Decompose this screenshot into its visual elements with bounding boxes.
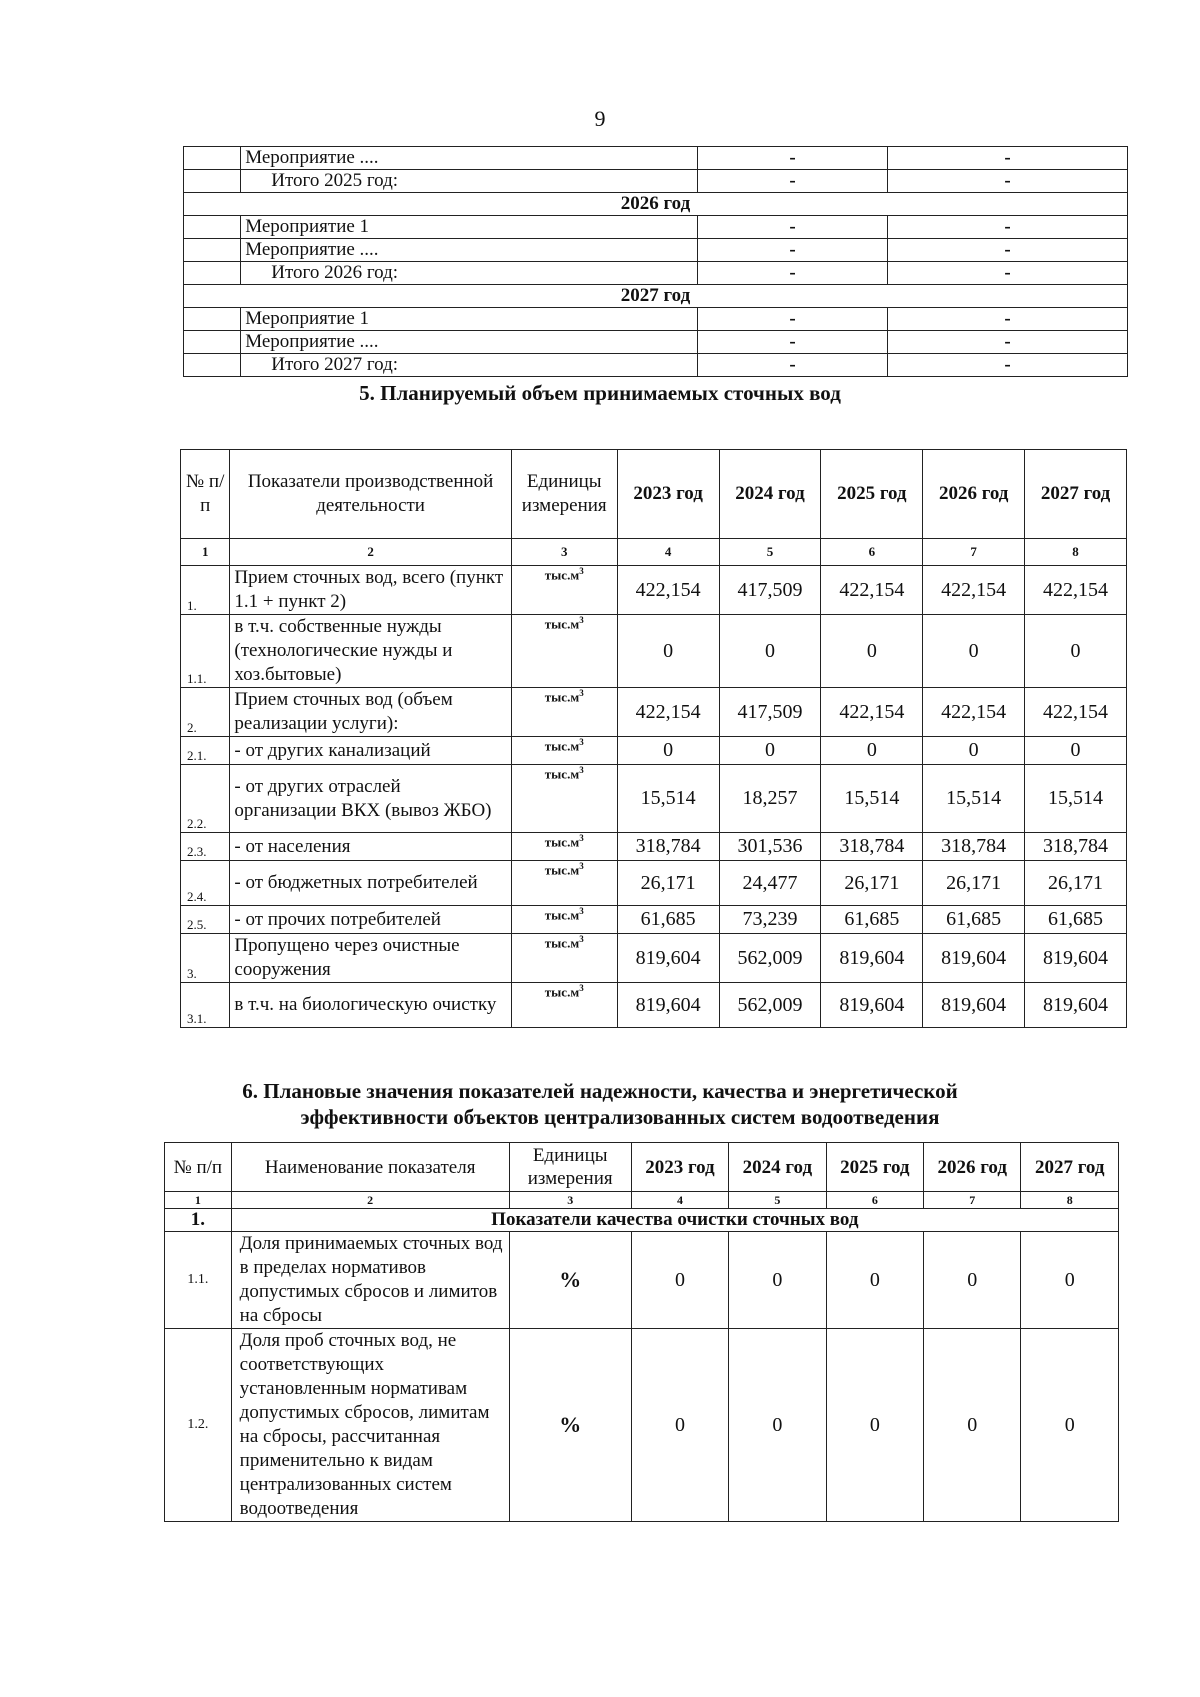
group-header-row (165, 1209, 1119, 1232)
column-index-row (181, 539, 1127, 566)
row-value: - (887, 170, 1127, 193)
table-row (184, 354, 1128, 377)
unit-label: тыс.м (544, 738, 580, 754)
row-value: 61,685 (923, 906, 1025, 934)
row-number: 1.1. (181, 615, 230, 688)
row-value: 417,509 (719, 688, 821, 737)
row-unit: % (509, 1329, 631, 1522)
section-5-title: 5. Планируемый объем принимаемых сточных вод (359, 381, 841, 405)
wastewater-volume-table (180, 449, 1127, 1028)
wastewater-volume-table-body (181, 539, 1127, 1028)
table-row (181, 861, 1127, 906)
row-value: 0 (631, 1329, 728, 1522)
row-value: 0 (923, 737, 1025, 765)
row-value: 0 (924, 1232, 1021, 1329)
unit-exponent: 3 (579, 833, 584, 843)
row-value: 562,009 (719, 983, 821, 1028)
row-name: Итого 2026 год: (241, 262, 698, 285)
row-number: 1.1. (165, 1232, 232, 1329)
row-value: - (698, 262, 888, 285)
row-name: - от других отраслей организации ВКХ (вывоз ЖБО) (230, 765, 511, 833)
group-label: Показатели качества очистки сточных вод (231, 1209, 1118, 1232)
row-value: 15,514 (821, 765, 923, 833)
row-number: 1.2. (165, 1329, 232, 1522)
quality-indicators-table-body (165, 1192, 1119, 1522)
row-value: 0 (729, 1232, 826, 1329)
row-value: 819,604 (821, 983, 923, 1028)
row-name: в т.ч. собственные нужды (технологические нужды и хоз.бытовые) (230, 615, 511, 688)
row-unit (511, 615, 617, 688)
row-value: - (887, 147, 1127, 170)
row-value: 318,784 (923, 833, 1025, 861)
row-value: 819,604 (821, 934, 923, 983)
row-value: 422,154 (1025, 688, 1127, 737)
unit-exponent: 3 (579, 737, 584, 747)
unit-exponent: 3 (579, 861, 584, 871)
row-value: 318,784 (821, 833, 923, 861)
column-index: 2 (230, 539, 511, 566)
row-value: 562,009 (719, 934, 821, 983)
row-value: 819,604 (1025, 983, 1127, 1028)
table-row (184, 147, 1128, 170)
section-6-title-line-1: 6. Плановые значения показателей надежности, качества и энергетической (242, 1079, 958, 1103)
year-header-row (184, 285, 1128, 308)
year-header-row (184, 193, 1128, 216)
row-value: 819,604 (1025, 934, 1127, 983)
unit-exponent: 3 (579, 983, 584, 993)
unit-label: тыс.м (544, 834, 580, 850)
row-unit: % (509, 1232, 631, 1329)
row-value: 0 (1025, 737, 1127, 765)
row-unit (511, 566, 617, 615)
header-2027: 2027 год (1021, 1143, 1119, 1192)
row-unit (511, 983, 617, 1028)
row-value: 318,784 (617, 833, 719, 861)
table-header-row (165, 1143, 1119, 1192)
row-value: 0 (1021, 1329, 1119, 1522)
row-number-cell (184, 216, 241, 239)
header-2024: 2024 год (719, 450, 821, 539)
unit-label: тыс.м (544, 689, 580, 705)
table-row (181, 566, 1127, 615)
row-value: 422,154 (617, 688, 719, 737)
row-value: 422,154 (821, 566, 923, 615)
row-name: - от других канализаций (230, 737, 511, 765)
row-name: Итого 2025 год: (241, 170, 698, 193)
row-unit (511, 934, 617, 983)
header-num: № п/п (165, 1143, 232, 1192)
column-index-row (165, 1192, 1119, 1209)
table-row (181, 983, 1127, 1028)
table-row (181, 688, 1127, 737)
header-2023: 2023 год (631, 1143, 728, 1192)
row-value: 73,239 (719, 906, 821, 934)
row-value: - (698, 308, 888, 331)
row-value: 0 (924, 1329, 1021, 1522)
row-value: 15,514 (1025, 765, 1127, 833)
row-unit (511, 737, 617, 765)
table-row (181, 906, 1127, 934)
header-2026: 2026 год (923, 450, 1025, 539)
row-value: 61,685 (617, 906, 719, 934)
table-row (165, 1329, 1119, 1522)
row-unit (511, 688, 617, 737)
row-value: - (698, 147, 888, 170)
row-value: 0 (826, 1329, 923, 1522)
row-number: 1. (181, 566, 230, 615)
row-value: - (887, 308, 1127, 331)
column-index: 3 (511, 539, 617, 566)
row-value: 422,154 (923, 688, 1025, 737)
column-index: 7 (923, 539, 1025, 566)
row-value: - (887, 239, 1127, 262)
row-value: 0 (631, 1232, 728, 1329)
row-value: 26,171 (821, 861, 923, 906)
row-value: 0 (1021, 1232, 1119, 1329)
row-value: 0 (821, 737, 923, 765)
row-value: 18,257 (719, 765, 821, 833)
row-value: 0 (1025, 615, 1127, 688)
table-row (184, 308, 1128, 331)
table-row (184, 216, 1128, 239)
row-value: 819,604 (923, 934, 1025, 983)
unit-label: тыс.м (544, 616, 580, 632)
header-name: Показатели производственной деятельности (230, 450, 511, 539)
row-name: в т.ч. на биологическую очистку (230, 983, 511, 1028)
row-unit (511, 765, 617, 833)
table-header-row (181, 450, 1127, 539)
row-name: Мероприятие .... (241, 147, 698, 170)
row-unit (511, 906, 617, 934)
header-unit: Единицы измерения (509, 1143, 631, 1192)
header-name: Наименование показателя (231, 1143, 509, 1192)
row-value: 819,604 (617, 983, 719, 1028)
unit-label: тыс.м (544, 862, 580, 878)
events-table-body (184, 147, 1128, 377)
row-value: 0 (821, 615, 923, 688)
row-value: 422,154 (617, 566, 719, 615)
unit-exponent: 3 (579, 688, 584, 698)
unit-exponent: 3 (579, 566, 584, 576)
row-value: 26,171 (1025, 861, 1127, 906)
unit-label: тыс.м (544, 935, 580, 951)
row-value: 819,604 (923, 983, 1025, 1028)
row-name: Доля принимаемых сточных вод в пределах нормативов допустимых сбросов и лимитов на сбросы (231, 1232, 509, 1329)
row-value: 24,477 (719, 861, 821, 906)
row-number: 2.1. (181, 737, 230, 765)
unit-label: тыс.м (544, 567, 580, 583)
row-number: 2.4. (181, 861, 230, 906)
unit-label: тыс.м (544, 907, 580, 923)
header-2025: 2025 год (821, 450, 923, 539)
row-value: 15,514 (617, 765, 719, 833)
row-number-cell (184, 147, 241, 170)
row-number: 2.3. (181, 833, 230, 861)
row-value: 61,685 (821, 906, 923, 934)
row-value: - (698, 216, 888, 239)
row-unit (511, 861, 617, 906)
column-index: 7 (924, 1192, 1021, 1209)
row-value: 61,685 (1025, 906, 1127, 934)
column-index: 8 (1025, 539, 1127, 566)
table-row (181, 765, 1127, 833)
column-index: 8 (1021, 1192, 1119, 1209)
row-name: Мероприятие 1 (241, 308, 698, 331)
column-index: 2 (231, 1192, 509, 1209)
row-value: - (698, 170, 888, 193)
row-number: 3.1. (181, 983, 230, 1028)
row-value: 0 (617, 737, 719, 765)
column-index: 4 (617, 539, 719, 566)
row-value: 0 (729, 1329, 826, 1522)
unit-exponent: 3 (579, 906, 584, 916)
page-number: 9 (594, 106, 606, 131)
row-value: 26,171 (617, 861, 719, 906)
row-name: Мероприятие .... (241, 331, 698, 354)
column-index: 6 (821, 539, 923, 566)
column-index: 1 (181, 539, 230, 566)
row-number: 2.2. (181, 765, 230, 833)
row-value: 0 (617, 615, 719, 688)
quality-indicators-table (164, 1142, 1119, 1522)
header-num: № п/п (181, 450, 230, 539)
row-value: 26,171 (923, 861, 1025, 906)
table-row (184, 170, 1128, 193)
year-label: 2027 год (184, 285, 1128, 308)
row-value: 417,509 (719, 566, 821, 615)
group-number: 1. (165, 1209, 232, 1232)
table-row (181, 833, 1127, 861)
column-index: 1 (165, 1192, 232, 1209)
header-2025: 2025 год (826, 1143, 923, 1192)
column-index: 5 (719, 539, 821, 566)
row-value: 422,154 (1025, 566, 1127, 615)
year-label: 2026 год (184, 193, 1128, 216)
row-name: - от бюджетных потребителей (230, 861, 511, 906)
table-row (184, 331, 1128, 354)
row-value: 15,514 (923, 765, 1025, 833)
row-value: 422,154 (923, 566, 1025, 615)
row-value: - (887, 354, 1127, 377)
column-index: 5 (729, 1192, 826, 1209)
row-number-cell (184, 331, 241, 354)
row-value: - (887, 331, 1127, 354)
unit-label: тыс.м (544, 984, 580, 1000)
row-value: 0 (719, 737, 821, 765)
row-name: Пропущено через очистные сооружения (230, 934, 511, 983)
row-number-cell (184, 308, 241, 331)
table-row (181, 737, 1127, 765)
row-value: 0 (826, 1232, 923, 1329)
row-name: Доля проб сточных вод, не соответствующих установленным нормативам допустимых сбросов, лимитам на сбросы, рассчитанная применительно к видам централизованных систем водоотведения (231, 1329, 509, 1522)
unit-exponent: 3 (579, 765, 584, 775)
table-row (184, 239, 1128, 262)
header-unit: Единицы измерения (511, 450, 617, 539)
column-index: 4 (631, 1192, 728, 1209)
column-index: 3 (509, 1192, 631, 1209)
row-value: - (887, 216, 1127, 239)
table-row (181, 615, 1127, 688)
row-value: - (698, 354, 888, 377)
row-name: Мероприятие .... (241, 239, 698, 262)
table-row (165, 1232, 1119, 1329)
row-value: 318,784 (1025, 833, 1127, 861)
row-unit (511, 833, 617, 861)
row-name: Мероприятие 1 (241, 216, 698, 239)
header-2023: 2023 год (617, 450, 719, 539)
row-number: 2. (181, 688, 230, 737)
row-value: 301,536 (719, 833, 821, 861)
row-number: 3. (181, 934, 230, 983)
row-name: Прием сточных вод (объем реализации услуги): (230, 688, 511, 737)
events-table (183, 146, 1128, 377)
row-number-cell (184, 239, 241, 262)
row-number-cell (184, 170, 241, 193)
row-name: - от населения (230, 833, 511, 861)
row-number-cell (184, 262, 241, 285)
header-2026: 2026 год (924, 1143, 1021, 1192)
row-name: Прием сточных вод, всего (пункт 1.1 + пункт 2) (230, 566, 511, 615)
row-value: 0 (923, 615, 1025, 688)
column-index: 6 (826, 1192, 923, 1209)
row-name: Итого 2027 год: (241, 354, 698, 377)
row-value: - (698, 331, 888, 354)
header-2024: 2024 год (729, 1143, 826, 1192)
row-value: 0 (719, 615, 821, 688)
table-row (181, 934, 1127, 983)
row-value: - (698, 239, 888, 262)
row-name: - от прочих потребителей (230, 906, 511, 934)
row-value: 819,604 (617, 934, 719, 983)
row-value: - (887, 262, 1127, 285)
row-value: 422,154 (821, 688, 923, 737)
row-number-cell (184, 354, 241, 377)
section-6-title-line-2: эффективности объектов централизованных систем водоотведения (300, 1105, 940, 1129)
header-2027: 2027 год (1025, 450, 1127, 539)
unit-label: тыс.м (544, 766, 580, 782)
row-number: 2.5. (181, 906, 230, 934)
unit-exponent: 3 (579, 934, 584, 944)
table-row (184, 262, 1128, 285)
unit-exponent: 3 (579, 615, 584, 625)
